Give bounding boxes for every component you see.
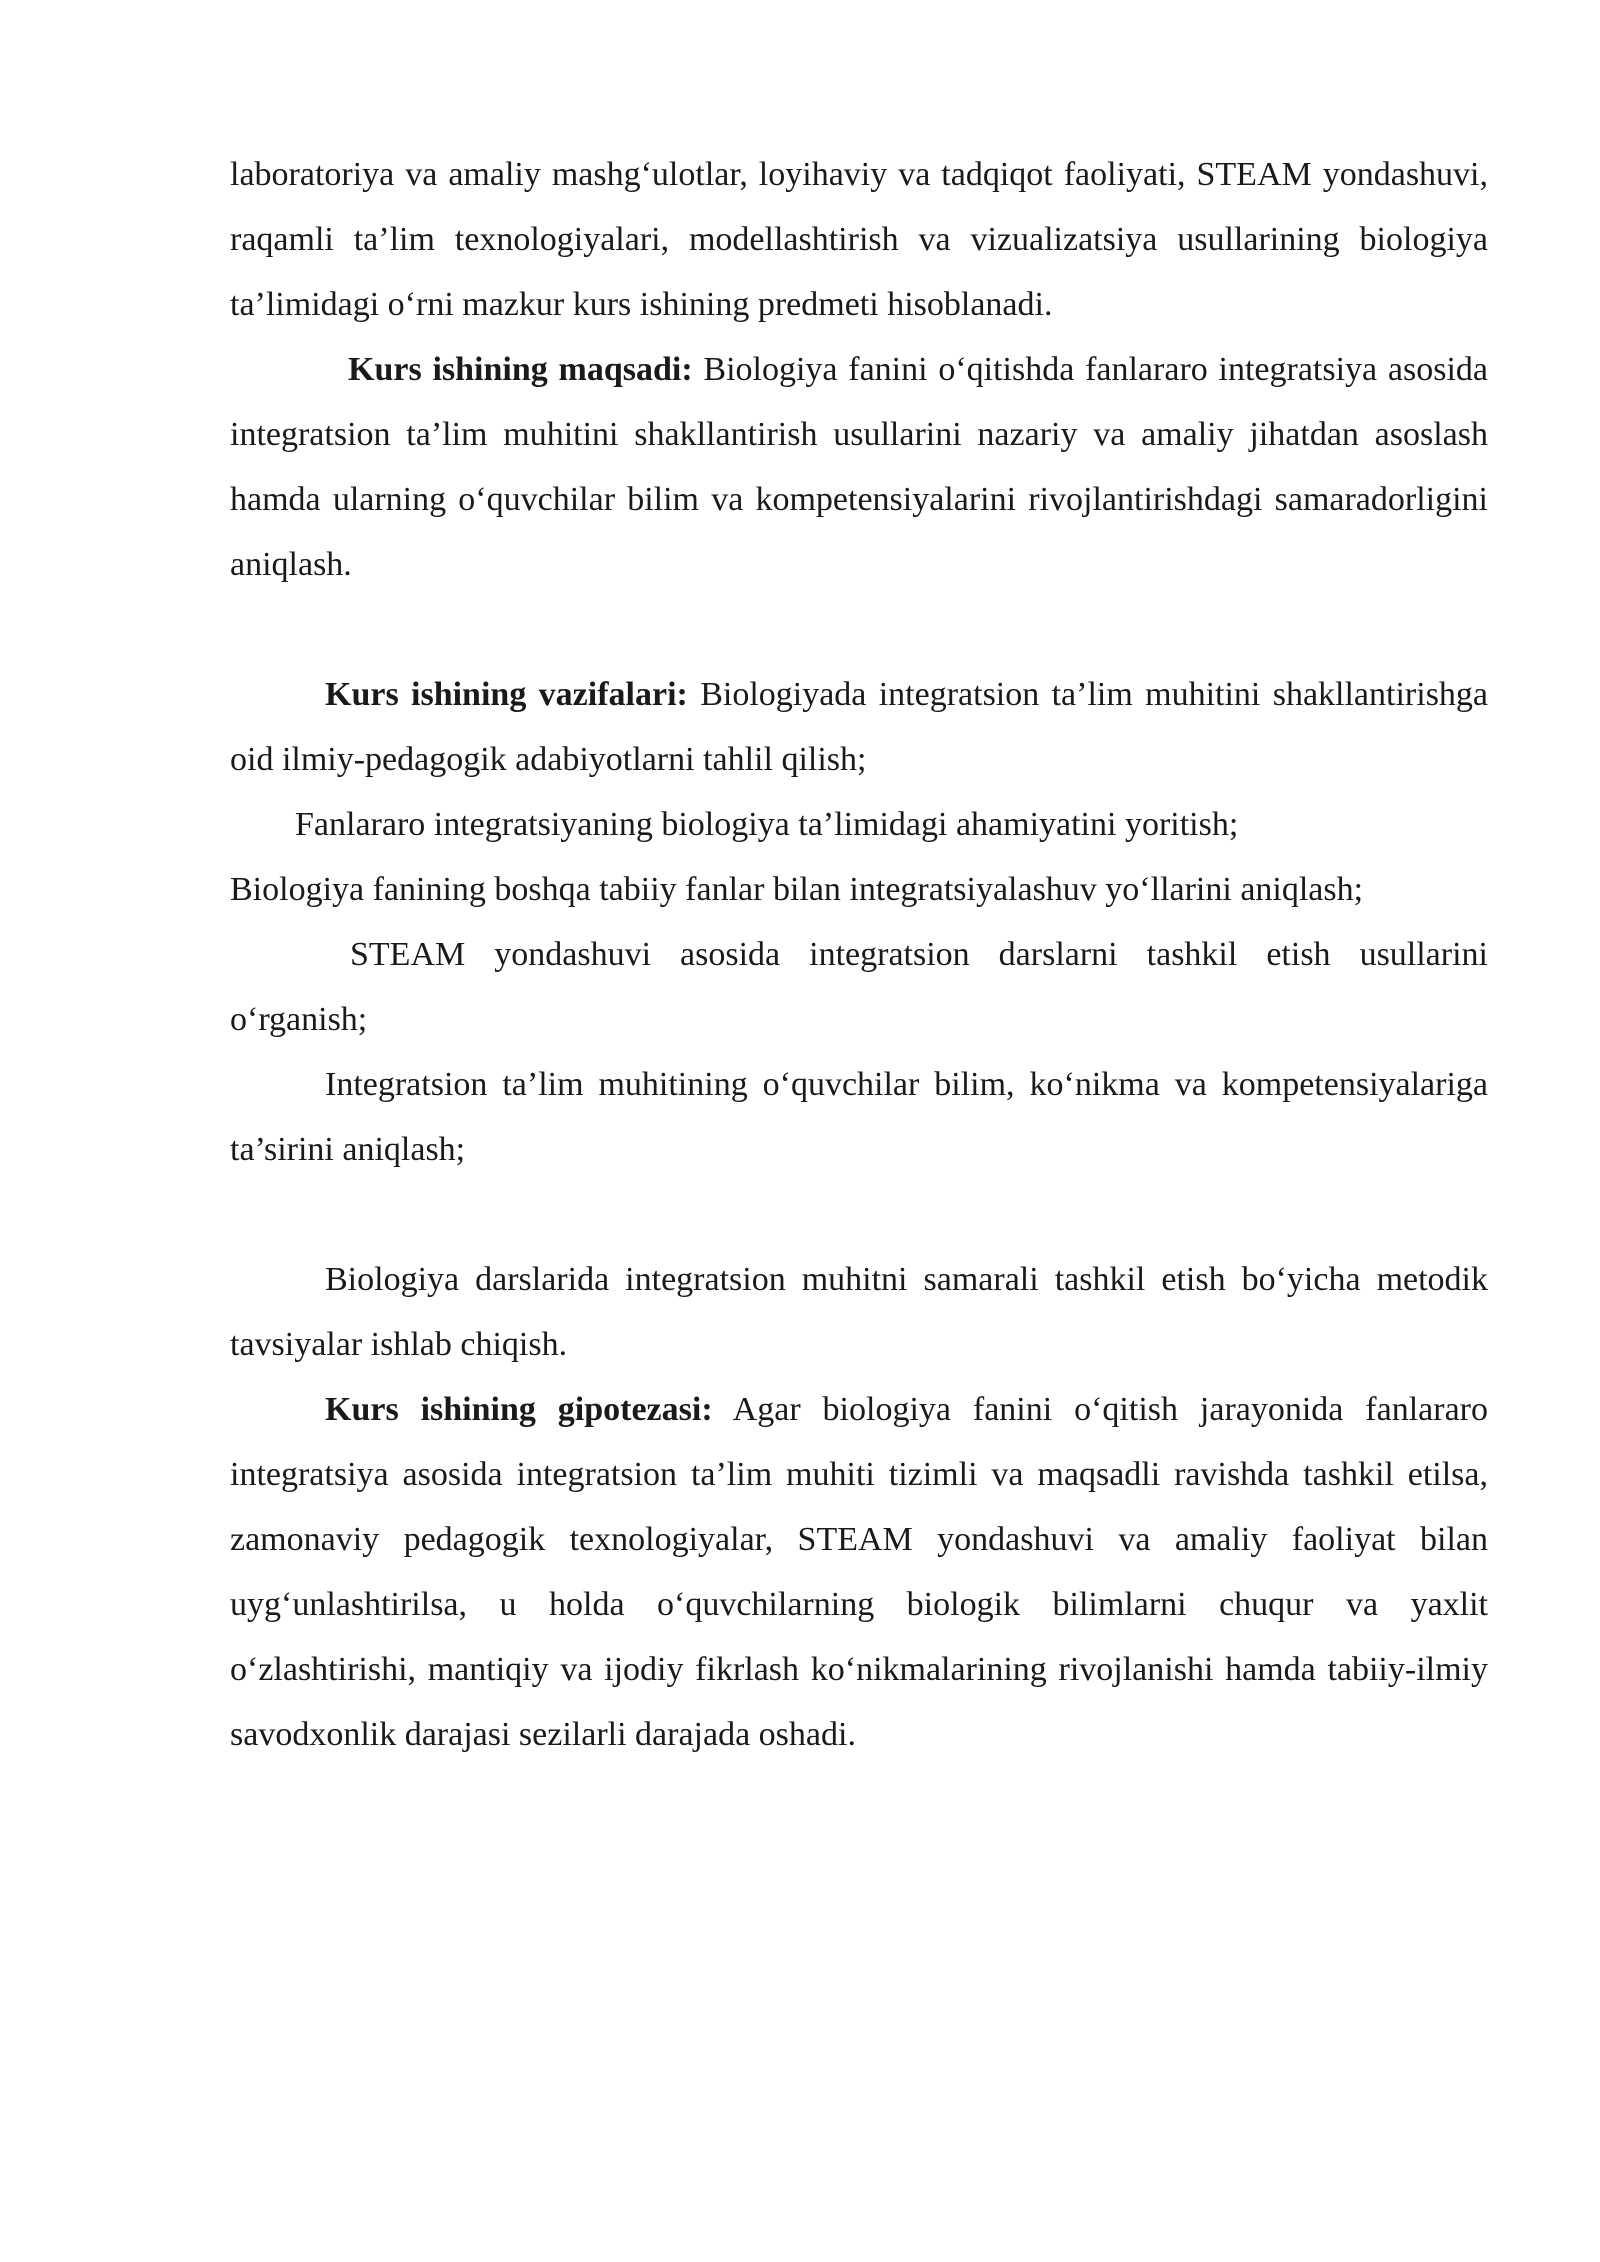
task-item-4: STEAM yondashuvi asosida integratsion darslarni tashkil etish usullarini o‘rganish;	[230, 936, 1488, 1038]
document-page	[230, 142, 1488, 1767]
hypothesis-label: Kurs ishining gipotezasi:	[325, 1391, 713, 1428]
paragraph-goal	[230, 337, 1488, 597]
tasks-text: Biologiyada integratsion ta’lim muhitini shakllantirishga oid ilmiy-pedagogik adabiyotlarni tahlil qilish;	[230, 676, 1489, 778]
spacer	[230, 1182, 1488, 1247]
paragraph-hypothesis	[230, 1377, 1488, 1767]
tasks-label: Kurs ishining vazifalari:	[325, 676, 688, 713]
paragraph-tasks	[230, 662, 1488, 792]
task-item-2: Fanlararo integratsiyaning biologiya ta’limidagi ahamiyatini yoritish;	[295, 806, 1239, 843]
task-item-3: Biologiya fanining boshqa tabiiy fanlar bilan integratsiyalashuv yo‘llarini aniqlash;	[230, 871, 1364, 908]
task-item-5: Integratsion ta’lim muhitining o‘quvchilar bilim, ko‘nikma va kompetensiyalariga ta’sirini aniqlash;	[230, 1066, 1488, 1168]
goal-text: Biologiya fanini o‘qitishda fanlararo integratsiya asosida integratsion ta’lim muhitini shakllantirish usullarini nazariy va amaliy jihatdan asoslash hamda ularning o‘quvchilar bilim va kompetensiyalarini rivojlantirishdagi samaradorligini aniqlash.	[230, 351, 1488, 583]
goal-label: Kurs ishining maqsadi:	[348, 351, 693, 388]
hypothesis-text: Agar biologiya fanini o‘qitish jarayonida fanlararo integratsiya asosida integratsion ta’lim muhiti tizimli va maqsadli ravishda tashkil etilsa, zamonaviy pedagogik texnologiyalar, STEAM yondashuvi va amaliy faoliyat bilan uyg‘unlashtirilsa, u holda o‘quvchilarning biologik bilimlarni chuqur va yaxlit o‘zlashtirishi, mantiqiy va ijodiy fikrlash ko‘nikmalarining rivojlanishi hamda tabiiy-ilmiy savodxonlik darajasi sezilarli darajada oshadi.	[230, 1391, 1488, 1753]
paragraph-intro-continuation: laboratoriya va amaliy mashg‘ulotlar, loyihaviy va tadqiqot faoliyati, STEAM yondashuvi, raqamli ta’lim texnologiyalari, modellashtirish va vizualizatsiya usullarining biologiya ta’limidagi o‘rni mazkur kurs ishining predmeti hisoblanadi.	[230, 156, 1488, 323]
spacer	[230, 597, 1488, 662]
task-item-6: Biologiya darslarida integratsion muhitni samarali tashkil etish bo‘yicha metodik tavsiyalar ishlab chiqish.	[230, 1261, 1488, 1363]
